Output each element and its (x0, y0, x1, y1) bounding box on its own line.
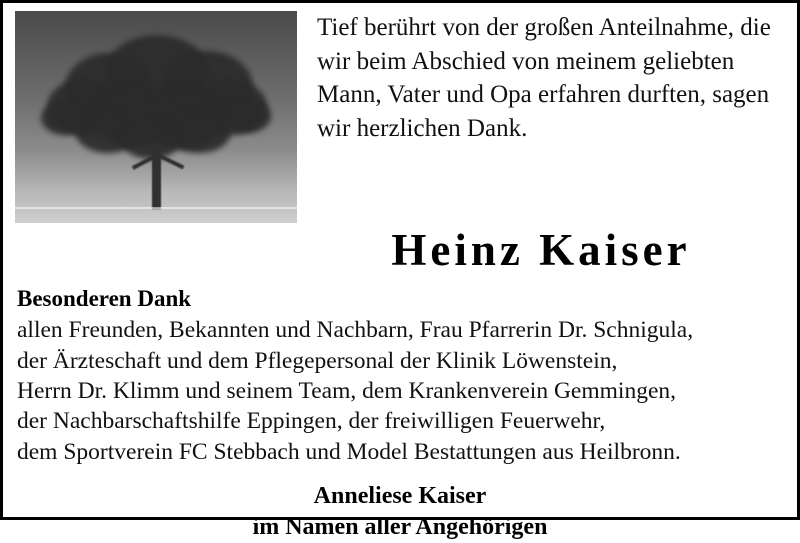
header-section (3, 3, 797, 223)
horizon-line (15, 207, 297, 209)
thanks-title: Besonderen Dank (17, 286, 192, 312)
card-inner (3, 3, 797, 540)
tree-photo-image (15, 11, 297, 223)
tree-trunk (152, 145, 161, 209)
thanks-line: Herrn Dr. Klimm und seinem Team, dem Krankenverein Gemmingen, (17, 377, 677, 404)
deceased-name: Heinz Kaiser (391, 225, 691, 275)
thanks-line: der Nachbarschaftshilfe Eppingen, der freiwilligen Feuerwehr, (17, 408, 606, 435)
signature-subtitle: im Namen aller Angehörigen (252, 514, 548, 540)
thanks-section (3, 274, 797, 467)
signature-block (3, 481, 797, 543)
thanks-line: dem Sportverein FC Stebbach und Model Bestattungen aus Heilbronn. (17, 438, 681, 465)
signature-name: Anneliese Kaiser (313, 482, 487, 509)
intro-paragraph: Tief berührt von der großen Anteilnahme, die wir beim Abschied von meinem geliebten Mann, Vater und Opa erfahren durften, sagen wir herzlichen Dank. (317, 14, 771, 142)
thanks-line: der Ärzteschaft und dem Pflegepersonal der Klinik Löwenstein, (17, 347, 618, 374)
thanks-line: allen Freunden, Bekannten und Nachbarn, Frau Pfarrerin Dr. Schnigula, (17, 317, 694, 344)
intro-text (297, 11, 787, 145)
tree-canopy (41, 27, 271, 159)
